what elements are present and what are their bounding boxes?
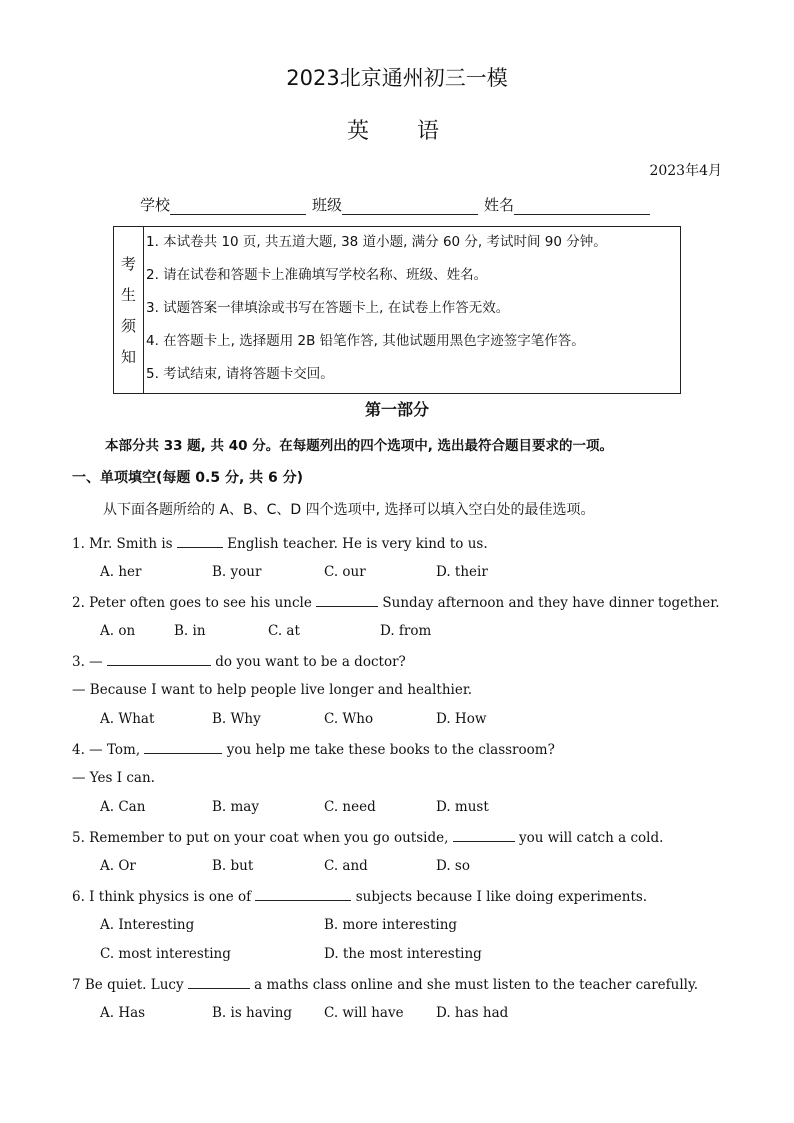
school-field[interactable]	[170, 197, 306, 215]
class-label: 班级	[312, 196, 343, 214]
answer-blank	[107, 653, 211, 666]
notice-list	[144, 227, 607, 393]
question-stem	[72, 653, 406, 670]
answer-option[interactable]: C. Who	[324, 711, 374, 727]
answer-option[interactable]: B. your	[212, 564, 262, 580]
question-text: you will catch a cold.	[514, 830, 664, 846]
answer-option[interactable]: A. What	[100, 711, 155, 727]
answer-option[interactable]: B. may	[212, 799, 259, 815]
question-text: 7 Be quiet. Lucy	[72, 977, 188, 993]
question-stem	[72, 594, 720, 611]
answer-option[interactable]: B. more interesting	[324, 917, 458, 933]
answer-option[interactable]: C. need	[324, 799, 376, 815]
question-text: 3. —	[72, 654, 107, 670]
answer-option[interactable]: A. Or	[100, 858, 136, 874]
question-text: Sunday afternoon and they have dinner together.	[378, 595, 720, 611]
student-info-fields	[140, 194, 650, 215]
question-text: 6. I think physics is one of	[72, 889, 256, 905]
notice-label-char: 知	[120, 348, 136, 366]
question-text: 4. — Tom,	[72, 742, 145, 758]
name-label: 姓名	[484, 196, 515, 214]
answer-option[interactable]: B. is having	[212, 1005, 293, 1021]
question-text: 2. Peter often goes to see his uncle	[72, 595, 317, 611]
question-text: a maths class online and she must listen to the teacher carefully.	[249, 977, 699, 993]
notice-label-char: 考	[120, 255, 136, 273]
dialog-line: — Yes I can.	[72, 770, 155, 786]
exam-date: 2023年4月	[649, 163, 722, 179]
answer-option[interactable]: B. Why	[212, 711, 261, 727]
answer-option[interactable]: C. and	[324, 858, 368, 874]
part-description: 本部分共 33 题, 共 40 分。在每题列出的四个选项中, 选出最符合题目要求的一项。	[105, 438, 614, 454]
answer-option[interactable]: A. Interesting	[100, 917, 195, 933]
question-text: 1. Mr. Smith is	[72, 536, 177, 552]
answer-option[interactable]: A. Can	[100, 799, 146, 815]
answer-option[interactable]: C. our	[324, 564, 366, 580]
question-text: subjects because I like doing experiments.	[351, 889, 648, 905]
class-field[interactable]	[342, 197, 478, 215]
exam-notice-box	[113, 226, 681, 394]
answer-option[interactable]: C. will have	[324, 1005, 404, 1021]
notice-label-char: 生	[120, 286, 136, 304]
notice-item: 5. 考试结束, 请将答题卡交回。	[146, 366, 334, 382]
name-field[interactable]	[514, 197, 650, 215]
question-text: English teacher. He is very kind to us.	[222, 536, 488, 552]
question-stem	[72, 829, 663, 846]
section-heading: 一、单项填空(每题 0.5 分, 共 6 分)	[72, 470, 304, 486]
answer-option[interactable]: A. her	[100, 564, 142, 580]
question-text: 5. Remember to put on your coat when you go outside,	[72, 830, 453, 846]
answer-option[interactable]: C. most interesting	[100, 946, 231, 962]
part-title: 第一部分	[364, 400, 429, 419]
answer-blank	[255, 888, 351, 901]
answer-option[interactable]: B. but	[212, 858, 254, 874]
notice-label-char: 须	[120, 317, 136, 335]
answer-option[interactable]: D. the most interesting	[324, 946, 482, 962]
section-instruction: 从下面各题所给的 A、B、C、D 四个选项中, 选择可以填入空白处的最佳选项。	[103, 502, 595, 518]
exam-subject: 英语	[346, 119, 487, 144]
notice-label	[114, 227, 144, 393]
answer-option[interactable]: D. How	[436, 711, 487, 727]
notice-item: 1. 本试卷共 10 页, 共五道大题, 38 道小题, 满分 60 分, 考试时间 90 分钟。	[146, 234, 607, 250]
answer-blank	[316, 594, 378, 607]
answer-option[interactable]: A. Has	[100, 1005, 146, 1021]
answer-option[interactable]: D. must	[436, 799, 489, 815]
notice-item: 3. 试题答案一律填涂或书写在答题卡上, 在试卷上作答无效。	[146, 300, 510, 316]
school-label: 学校	[140, 196, 171, 214]
question-stem	[72, 976, 698, 993]
answer-option[interactable]: D. has had	[436, 1005, 509, 1021]
exam-title: 2023北京通州初三一模	[286, 66, 508, 90]
answer-option[interactable]: D. from	[380, 623, 432, 639]
answer-option[interactable]: A. on	[100, 623, 136, 639]
question-stem	[72, 535, 488, 552]
answer-blank	[188, 976, 250, 989]
dialog-line: — Because I want to help people live longer and healthier.	[72, 682, 473, 698]
answer-option[interactable]: B. in	[174, 623, 206, 639]
question-text: you help me take these books to the classroom?	[222, 742, 555, 758]
question-stem	[72, 741, 555, 758]
notice-item: 2. 请在试卷和答题卡上准确填写学校名称、班级、姓名。	[146, 267, 488, 283]
question-stem	[72, 888, 647, 905]
answer-option[interactable]: D. their	[436, 564, 488, 580]
answer-option[interactable]: D. so	[436, 858, 470, 874]
answer-blank	[453, 829, 515, 842]
answer-option[interactable]: C. at	[268, 623, 300, 639]
answer-blank	[177, 535, 223, 548]
answer-blank	[144, 741, 222, 754]
notice-item: 4. 在答题卡上, 选择题用 2B 铅笔作答, 其他试题用黑色字迹签字笔作答。	[146, 333, 585, 349]
question-text: do you want to be a doctor?	[210, 654, 406, 670]
